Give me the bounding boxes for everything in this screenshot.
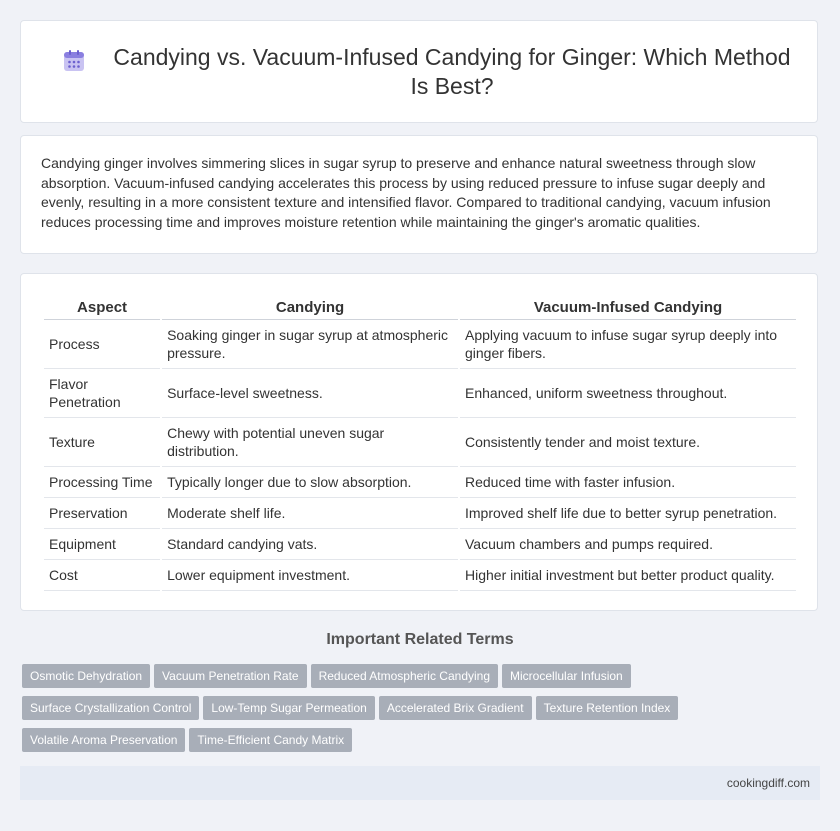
row-candying: Soaking ginger in sugar syrup at atmospheric pressure. <box>162 320 458 369</box>
header-aspect: Aspect <box>44 295 160 320</box>
table-row <box>44 418 796 467</box>
related-term-tag[interactable]: Reduced Atmospheric Candying <box>311 664 498 688</box>
row-aspect: Equipment <box>44 529 160 560</box>
calendar-icon <box>61 48 87 74</box>
row-aspect: Cost <box>44 560 160 591</box>
row-candying: Standard candying vats. <box>162 529 458 560</box>
table-header-row <box>44 295 796 320</box>
row-aspect: Processing Time <box>44 467 160 498</box>
table-row <box>44 320 796 369</box>
related-term-tag[interactable]: Microcellular Infusion <box>502 664 631 688</box>
header-candying: Candying <box>162 295 458 320</box>
row-vacuum: Enhanced, uniform sweetness throughout. <box>460 369 796 418</box>
title-card <box>20 20 818 123</box>
intro-paragraph: Candying ginger involves simmering slices in sugar syrup to preserve and enhance natural sweetness through slow absorption. Vacuum-infused candying accelerates this process by using reduced pressure to infuse sugar deeply and evenly, resulting in a more consistent texture and intensified flavor. Compared to traditional candying, vacuum infusion reduces processing time and improves moisture retention while maintaining the ginger's aromatic qualities. <box>41 155 771 230</box>
table-row <box>44 369 796 418</box>
related-term-tag[interactable]: Vacuum Penetration Rate <box>154 664 307 688</box>
footer-site-link[interactable]: cookingdiff.com <box>726 776 810 790</box>
related-term-tag[interactable]: Low-Temp Sugar Permeation <box>203 696 374 720</box>
row-candying: Chewy with potential uneven sugar distribution. <box>162 418 458 467</box>
row-aspect: Flavor Penetration <box>44 369 160 418</box>
row-candying: Moderate shelf life. <box>162 498 458 529</box>
row-vacuum: Applying vacuum to infuse sugar syrup deeply into ginger fibers. <box>460 320 796 369</box>
intro-card <box>20 135 818 254</box>
related-term-tag[interactable]: Surface Crystallization Control <box>22 696 199 720</box>
row-vacuum: Vacuum chambers and pumps required. <box>460 529 796 560</box>
footer <box>20 766 820 800</box>
related-terms-title: Important Related Terms <box>326 631 514 648</box>
related-terms-list <box>22 664 742 760</box>
comparison-card <box>20 273 818 611</box>
row-candying: Surface-level sweetness. <box>162 369 458 418</box>
header-vacuum-infused: Vacuum-Infused Candying <box>460 295 796 320</box>
row-vacuum: Improved shelf life due to better syrup penetration. <box>460 498 796 529</box>
row-aspect: Preservation <box>44 498 160 529</box>
row-aspect: Process <box>44 320 160 369</box>
table-row <box>44 560 796 591</box>
related-term-tag[interactable]: Texture Retention Index <box>536 696 679 720</box>
related-term-tag[interactable]: Accelerated Brix Gradient <box>379 696 532 720</box>
row-vacuum: Reduced time with faster infusion. <box>460 467 796 498</box>
page-title: Candying vs. Vacuum-Infused Candying for Ginger: Which Method Is Best? <box>113 44 791 99</box>
row-aspect: Texture <box>44 418 160 467</box>
table-row <box>44 529 796 560</box>
row-candying: Typically longer due to slow absorption. <box>162 467 458 498</box>
table-row <box>44 498 796 529</box>
row-candying: Lower equipment investment. <box>162 560 458 591</box>
table-row <box>44 467 796 498</box>
row-vacuum: Higher initial investment but better product quality. <box>460 560 796 591</box>
related-term-tag[interactable]: Volatile Aroma Preservation <box>22 728 185 752</box>
row-vacuum: Consistently tender and moist texture. <box>460 418 796 467</box>
related-term-tag[interactable]: Time-Efficient Candy Matrix <box>189 728 352 752</box>
related-term-tag[interactable]: Osmotic Dehydration <box>22 664 150 688</box>
comparison-table <box>42 295 798 591</box>
